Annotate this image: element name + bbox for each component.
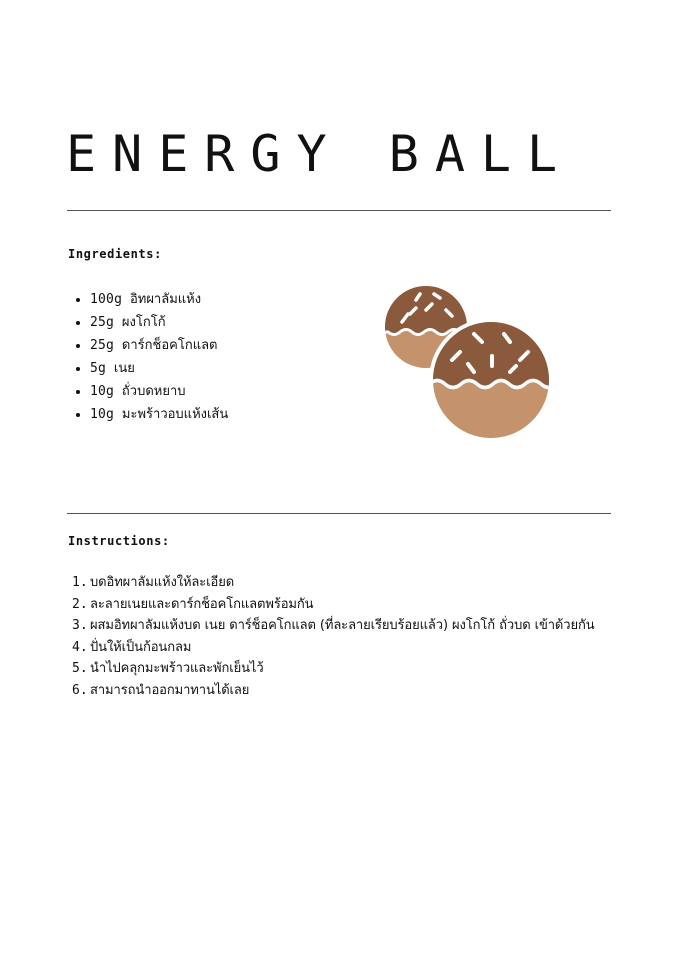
instruction-step [72,658,595,680]
step-text: บดอิทผาลัมแห้งให้ละเอียด [90,575,235,590]
step-text: ละลายเนยและดาร์กช็อคโกแลตพร้อมกัน [90,596,314,612]
ingredient-item [70,288,228,311]
instruction-step [72,615,595,637]
ingredient-name: ถั่วบดหยาบ [121,384,186,399]
instructions-list [72,572,595,701]
ingredient-qty: 5g [90,361,107,376]
instruction-step [72,637,595,659]
ingredient-name: ผงโกโก้ [121,315,166,330]
divider-middle [67,513,611,514]
step-number: 1. [72,575,88,590]
ingredient-qty: 10g [90,384,115,399]
step-text: ปั่นให้เป็นก้อนกลม [90,639,192,655]
ingredient-qty: 100g [90,292,123,307]
step-number: 2. [72,596,88,612]
step-text: ผสมอิทผาลัมแห้งบด เนย ดาร์ช็อคโกแลต (ที่ละลายเรียบร้อยแล้ว) ผงโกโก้ ถั่วบด เข้าด้วยกัน [90,618,595,633]
ingredient-name: อิทผาลัมแห้ง [129,292,202,307]
step-text: สามารถนำออกมาทานได้เลย [90,682,250,698]
ingredients-heading: Ingredients: [68,247,162,261]
instruction-step [72,680,595,702]
step-number: 4. [72,639,88,655]
step-text: นำไปคลุกมะพร้าวและพักเย็นไว้ [90,661,264,676]
ingredient-item [70,403,228,426]
divider-top [67,210,611,211]
energy-balls-illustration-icon [382,284,554,444]
page-title: ENERGY BALL [66,125,574,183]
ingredients-list [70,288,228,426]
ingredient-qty: 25g [90,338,115,353]
ingredient-item [70,334,228,357]
instruction-step [72,572,595,594]
instruction-step [72,594,595,616]
ingredient-name: เนย [113,361,135,376]
ingredient-name: มะพร้าวอบแห้งเส้น [121,407,229,422]
instructions-heading: Instructions: [68,534,170,548]
step-number: 3. [72,618,88,633]
ingredient-qty: 10g [90,407,115,422]
step-number: 6. [72,682,88,698]
ingredient-item [70,380,228,403]
ingredient-item [70,357,228,380]
step-number: 5. [72,661,88,676]
ingredient-name: ดาร์กช็อคโกแลต [121,338,218,353]
ingredient-qty: 25g [90,315,115,330]
ingredient-item [70,311,228,334]
